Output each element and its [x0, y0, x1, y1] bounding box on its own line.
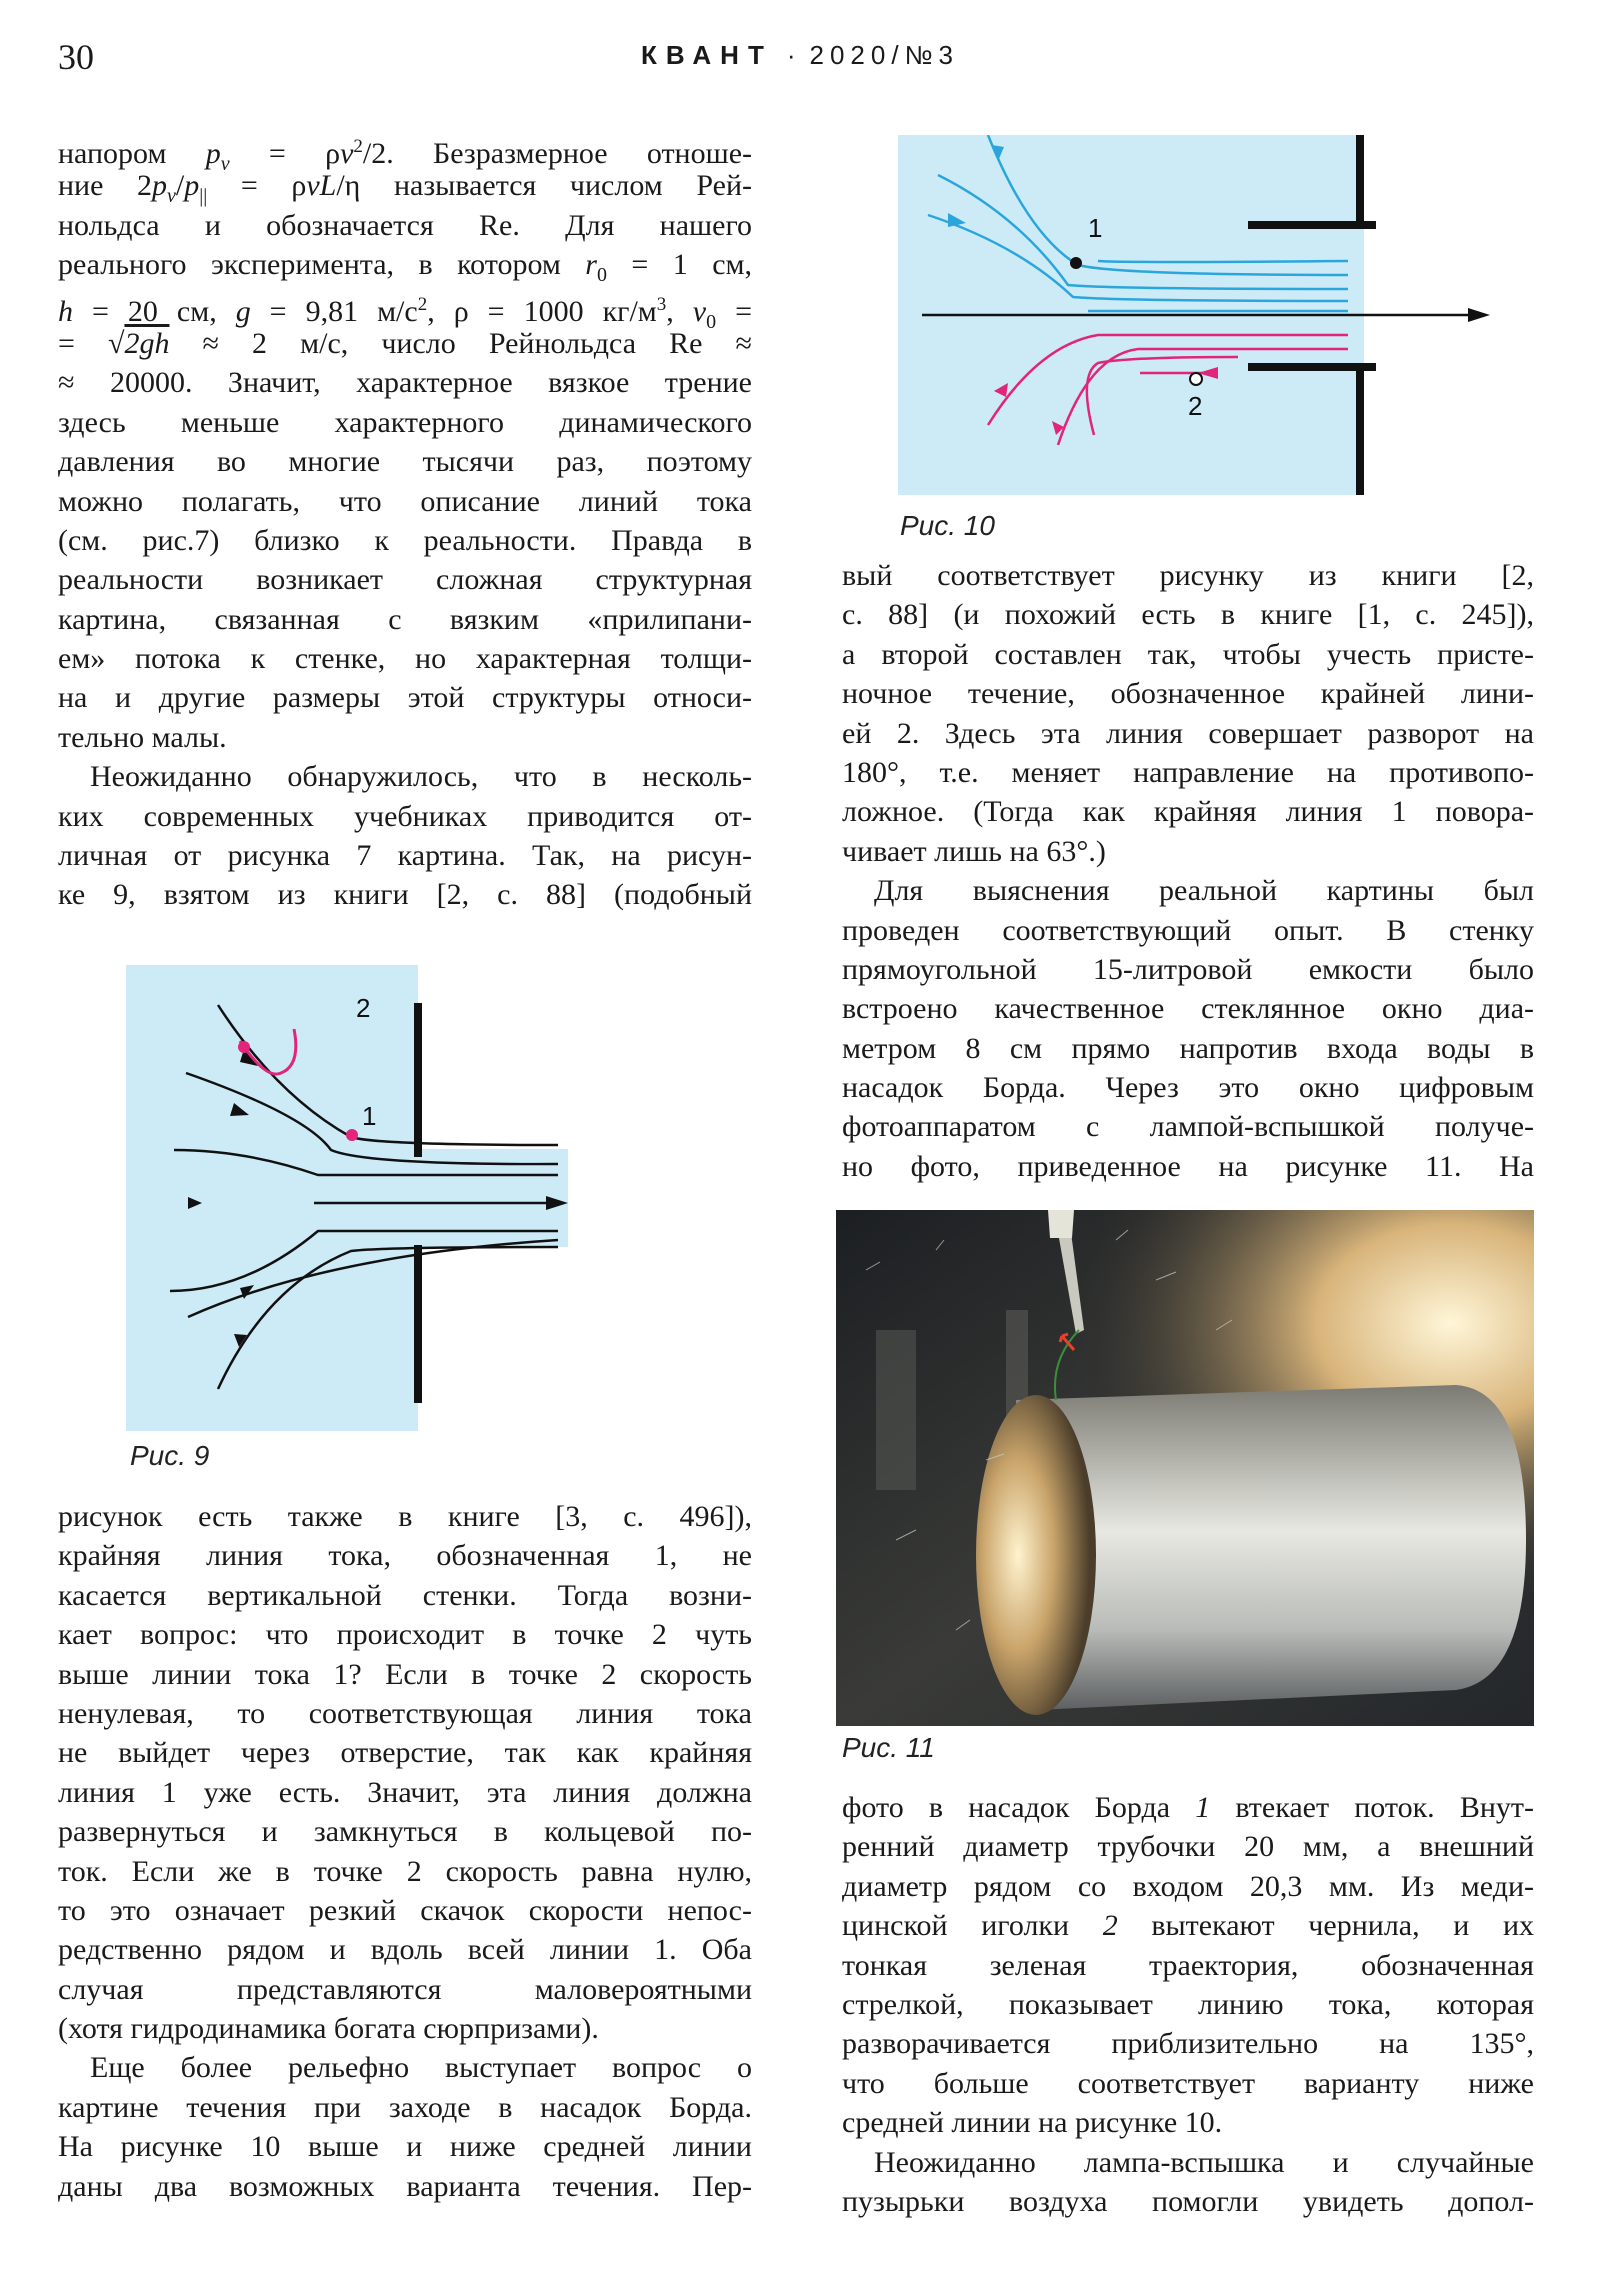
- needle-holder: [1048, 1210, 1074, 1238]
- left-column-bottom-text: [58, 1497, 752, 2206]
- text-line: вый соответствует рисунку из книги [2,: [842, 559, 1534, 592]
- text-line: ей 2. Здесь эта линия совершает разворот на: [842, 716, 1534, 750]
- text-line: картине течения при заходе в насадок Борда.: [58, 2090, 752, 2124]
- text-line: ≈ 20000. Значит, характерное вязкое трение: [58, 366, 752, 400]
- text-line: насадок Борда. Через это окно цифровым: [842, 1071, 1534, 1105]
- nozzle-mouth: [976, 1395, 1096, 1715]
- text-line: что больше соответствует варианту ниже: [842, 2066, 1534, 2100]
- right-column-middle-text: [842, 556, 1534, 1186]
- journal-issue: 2020/№3: [809, 40, 959, 70]
- text-line: реального эксперимента, в котором $r_0 = 1$ см,: [58, 248, 752, 287]
- tank-wall-lower: [1356, 363, 1364, 495]
- text-line: крайняя линия тока, обозначенная 1, не: [58, 1539, 752, 1573]
- right-column-bottom-text: [842, 1788, 1534, 2221]
- journal-title: [0, 40, 1600, 71]
- flow-arrow-icon: [1468, 308, 1490, 322]
- text-line: рисунок есть также в книге [3, с. 496]),: [58, 1500, 752, 1533]
- text-line: не выйдет через отверстие, так как крайняя: [58, 1736, 752, 1770]
- point-1-marker: [346, 1129, 358, 1141]
- text-line: метром 8 см прямо напротив входа воды в: [842, 1031, 1534, 1065]
- figure-11-caption: Рис. 11: [842, 1732, 935, 1763]
- text-line: чивает лишь на 63°.): [842, 834, 1106, 868]
- text-line: выше линии тока 1? Если в точке 2 скорость: [58, 1657, 752, 1691]
- text-line: Еще более рельефно выступает вопрос о: [90, 2051, 752, 2085]
- figure-10-diagram: [898, 135, 1498, 495]
- text-line: средней линии на рисунке 10.: [842, 2106, 1223, 2140]
- text-line: ние $2p_v/p_{||} = \rho vL/\eta$ называется числом Рей-: [58, 169, 752, 208]
- text-line: кает вопрос: что происходит в точке 2 чуть: [58, 1618, 752, 1652]
- streamline-upper-3: [1098, 261, 1348, 262]
- text-line: а второй составлен так, чтобы учесть присте-: [842, 637, 1534, 671]
- text-line: 180°, т.е. меняет направление на противопо-: [842, 755, 1534, 789]
- background-blur-shape: [876, 1330, 916, 1490]
- text-line: прямоугольной 15-литровой емкости было: [842, 952, 1534, 986]
- text-line: редственно рядом и вдоль всей линии 1. Оба: [58, 1933, 752, 1967]
- text-line: случая представляются маловероятными: [58, 1972, 752, 2006]
- text-line: напором $p_v = \rho v^2/2$. Безразмерное отноше-: [58, 136, 753, 175]
- text-line: то это означает резкий скачок скорости непос-: [58, 1893, 752, 1927]
- text-line: пузырьки воздуха помогли увидеть допол-: [842, 2184, 1534, 2218]
- text-line: давления во многие тысячи раз, поэтому: [58, 445, 752, 479]
- figure-10: [898, 135, 1498, 495]
- text-line: ке 9, взятом из книги [2, с. 88] (подобный: [58, 878, 752, 912]
- figure-10-label-2: 2: [1188, 391, 1203, 421]
- text-line: разворачивается приблизительно на 135°,: [842, 2027, 1534, 2061]
- text-line: тельно малы.: [58, 720, 227, 754]
- text-line: = √2gh ≈ 2 м/с, число Рейнольдса Re ≈: [58, 326, 752, 360]
- text-line: тонкая зеленая траектория, обозначенная: [842, 1948, 1534, 1982]
- text-line: касается вертикальной стенки. Тогда возни-: [58, 1578, 752, 1612]
- text-line: личная от рисунка 7 картина. Так, на рисун-: [58, 839, 752, 873]
- text-line: Неожиданно обнаружилось, что в несколь-: [90, 760, 752, 794]
- figure-9-caption: Рис. 9: [130, 1440, 210, 1471]
- text-line: но фото, приведенное на рисунке 11. На: [842, 1149, 1534, 1183]
- text-line: ких современных учебниках приводится от-: [58, 799, 752, 833]
- text-line: ренний диаметр трубочки 20 мм, а внешний: [842, 1830, 1534, 1864]
- wall-upper: [414, 1003, 422, 1157]
- text-line: (см. рис.7) близко к реальности. Правда в: [58, 523, 752, 557]
- header-separator: ·: [786, 40, 796, 70]
- text-line: ненулевая, то соответствующая линия тока: [58, 1696, 752, 1730]
- figure-9-diagram: [126, 965, 626, 1431]
- photo-rendering: [836, 1210, 1534, 1726]
- text-line: диаметр рядом со входом 20,3 мм. Из меди-: [842, 1869, 1534, 1903]
- figure-9-label-2: 2: [356, 993, 371, 1023]
- point-2-marker: [238, 1041, 250, 1053]
- text-line: развернуться и замкнуться в кольцевой по-: [58, 1815, 752, 1849]
- text-line: с. 88] (и похожий есть в книге [1, с. 245]),: [842, 598, 1534, 632]
- text-line: линия 1 уже есть. Значит, эта линия должна: [58, 1775, 752, 1809]
- text-line: На рисунке 10 выше и ниже средней линии: [58, 2130, 752, 2164]
- text-line: ем» потока к стенке, но характерная толщи-: [58, 642, 752, 676]
- text-line: картина, связанная с вязким «прилипани-: [58, 602, 752, 636]
- point-2-marker: [1190, 373, 1202, 385]
- journal-name: КВАНТ: [641, 40, 773, 70]
- text-line: нольдса и обозначается Re. Для нашего: [58, 208, 752, 242]
- point-1-marker: [1070, 257, 1082, 269]
- text-line: Для выяснения реальной картины был: [874, 874, 1534, 908]
- page-number: 30: [58, 37, 94, 77]
- text-line: ночное течение, обозначенное крайней лини-: [842, 677, 1534, 711]
- text-line: стрелкой, показывает линию тока, которая: [842, 1987, 1534, 2021]
- text-line: здесь меньше характерного динамического: [58, 405, 752, 439]
- text-line: ложное. (Тогда как крайняя линия 1 повора-: [842, 795, 1534, 829]
- text-line: фотоаппаратом с лампой-вспышкой получе-: [842, 1110, 1534, 1144]
- wall-lower: [414, 1245, 422, 1403]
- left-column-top-text: [58, 127, 752, 915]
- text-line: ток. Если же в точке 2 скорость равна нулю,: [58, 1854, 752, 1888]
- text-line: проведен соответствующий опыт. В стенку: [842, 913, 1534, 947]
- text-line: (хотя гидродинамика богата сюрпризами).: [58, 2012, 599, 2046]
- figure-11-photo: [836, 1210, 1534, 1726]
- water-region: [126, 965, 418, 1431]
- figure-10-label-1: 1: [1088, 213, 1103, 243]
- text-line: Неожиданно лампа-вспышка и случайные: [874, 2145, 1534, 2179]
- text-line: даны два возможных варианта течения. Пер-: [58, 2169, 752, 2203]
- text-line: фото в насадок Борда 1 втекает поток. Внут-: [842, 1791, 1534, 1824]
- figure-10-caption: Рис. 10: [900, 510, 995, 541]
- figure-9-label-1: 1: [362, 1101, 377, 1131]
- text-line: цинской иголки 2 вытекают чернила, и их: [842, 1909, 1535, 1943]
- tank-wall-upper: [1356, 135, 1364, 229]
- figure-9: [126, 965, 626, 1431]
- running-header: [0, 36, 1600, 80]
- text-line: h = 20 см, g = 9,81 $м/с^2$, ρ = 1000 $кг/м^3$, $v_0$ =: [58, 293, 753, 333]
- text-line: реальности возникает сложная структурная: [58, 563, 752, 597]
- text-line: можно полагать, что описание линий тока: [58, 484, 752, 518]
- text-line: встроено качественное стеклянное окно диа-: [842, 992, 1534, 1026]
- text-line: на и другие размеры этой структуры относи-: [58, 681, 752, 715]
